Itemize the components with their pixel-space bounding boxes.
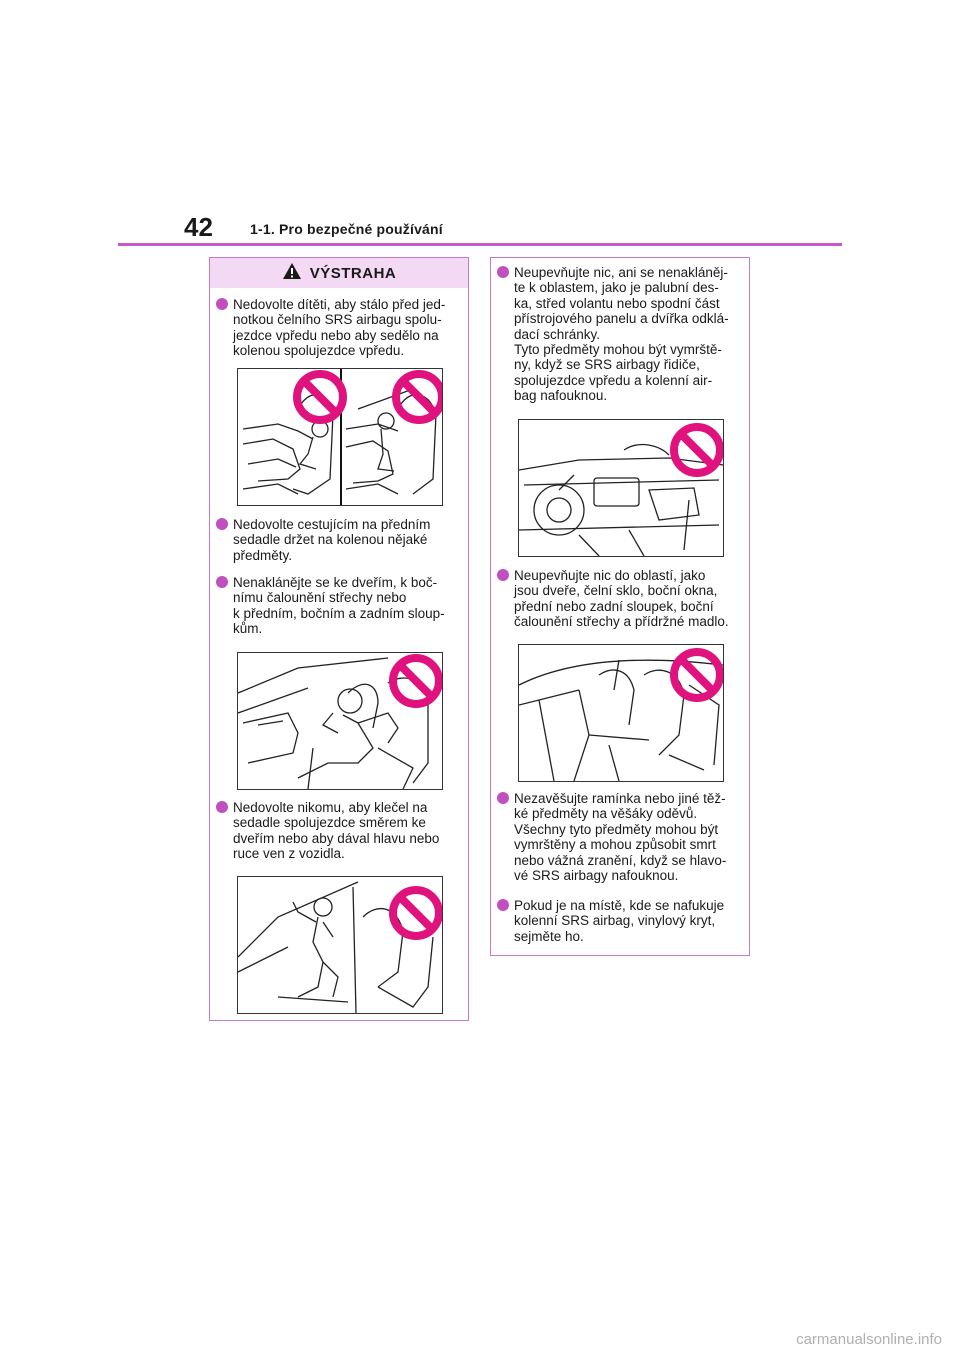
warning-item-text: Nedovolte dítěti, aby stálo před jed- notkou čelního SRS airbagu spolu- jezdce vpředu nebo aby sedělo na kolenou spolujezdce vpředu. — [233, 297, 446, 359]
illustration-kneeling-on-seat — [237, 876, 443, 1014]
warning-item-text: Neupevňujte nic, ani se nenakláněj- te k oblastem, jako je palubní des- ka, střed volantu nebo spodní část přístrojového panelu a dvířka odklá- dací schránky. Tyto předměty mohou být vymrště- ny, když se SRS airbagy řidiče, spolujezdce vpředu a kolenní air- bag nafouknou. — [514, 265, 729, 404]
illustration-doors-pillars — [518, 644, 724, 782]
illustration-leaning-on-door — [237, 652, 443, 790]
warning-box-right — [490, 257, 750, 956]
warning-item-text: Nenaklánějte se ke dveřím, k boč- nímu čalounění střechy nebo k předním, bočním a zadním sloup- kům. — [233, 575, 445, 637]
footer-watermark: carmanualsonline.info — [796, 1331, 942, 1348]
illustration-dashboard-objects — [518, 419, 724, 557]
bullet-icon — [216, 576, 228, 588]
warning-item-kneeling — [216, 800, 460, 862]
warning-item-text: Nedovolte cestujícím na předním sedadle držet na kolenou nějaké předměty. — [233, 517, 431, 563]
warning-item-text: Neupevňujte nic do oblastí, jako jsou dveře, čelní sklo, boční okna, přední nebo zadní sloupek, boční čalounění střechy a přídržné madlo. — [514, 568, 729, 630]
bullet-icon — [216, 801, 228, 813]
warning-item-leaning-door — [216, 575, 460, 637]
warning-item-objects-on-lap — [216, 517, 460, 563]
warning-item-text: Nedovolte nikomu, aby klečel na sedadle spolujezdce směrem ke dveřím nebo aby dával hlavu nebo ruce ven z vozidla. — [233, 800, 440, 862]
warning-title: VÝSTRAHA — [309, 264, 397, 282]
bullet-icon — [497, 792, 509, 804]
warning-item-text: Nezavěšujte ramínka nebo jiné těž- ké předměty na věšáky oděvů. Všechny tyto předměty mohou být vymrštěny a mohou způsobit smrt nebo vážná zranění, když se hlavo- vé SRS airbagy nafouknou. — [514, 791, 727, 884]
warning-box-left — [209, 257, 469, 1021]
warning-item-child-standing — [216, 297, 460, 359]
warning-item-coat-hooks — [497, 791, 741, 883]
page-number: 42 — [184, 212, 213, 242]
warning-triangle-icon — [282, 262, 302, 285]
illustration-child-front-seat — [237, 368, 443, 506]
section-title: 1-1. Pro bezpečné používání — [250, 221, 443, 237]
header-rule — [118, 243, 842, 246]
bullet-icon — [497, 266, 509, 278]
warning-item-dashboard — [497, 265, 741, 404]
bullet-icon — [497, 899, 509, 911]
bullet-icon — [216, 298, 228, 310]
warning-item-text: Pokud je na místě, kde se nafukuje kolenní SRS airbag, vinylový kryt, sejměte ho. — [514, 898, 725, 944]
warning-item-knee-airbag-cover — [497, 898, 741, 944]
warning-header — [210, 258, 468, 288]
bullet-icon — [216, 518, 228, 530]
bullet-icon — [497, 569, 509, 581]
warning-item-doors-windows — [497, 568, 741, 630]
